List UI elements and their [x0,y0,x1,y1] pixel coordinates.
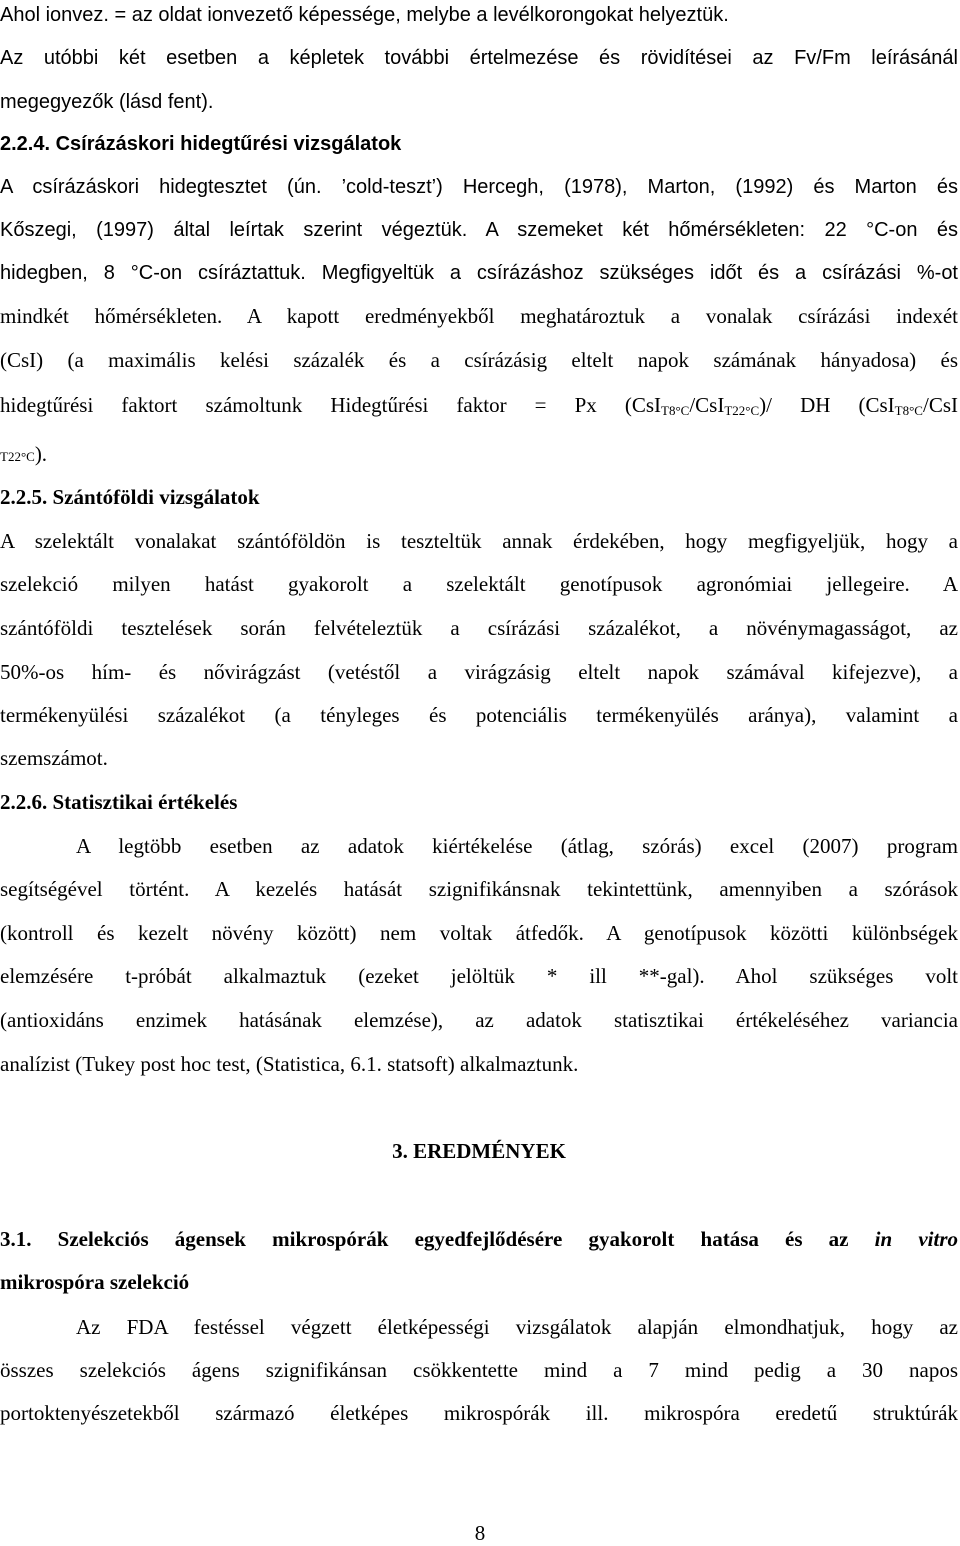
text-line: Az utóbbi két esetben a képletek további értelmezése és rövidítései az Fv/Fm leírásánál [0,47,958,69]
heading-italic: in vitro [874,1227,959,1251]
text-line: portoktenyészetekből származó életképes mikrospórák ill. mikrospóra eredetű struktúrák [0,1401,958,1425]
text-line: (CsI) (a maximális kelési százalék és a csírázásig eltelt napok számának hányadosa) és [0,348,958,372]
text-line: 50%-os hím- és nővirágzást (vetéstől a virágzásig eltelt napok számával kifejezve), a [0,660,958,684]
formula-subscript: T8°C [894,403,923,418]
section-heading [0,1226,958,1252]
page-number: 8 [474,1521,486,1545]
chapter-heading: 3. EREDMÉNYEK [392,1139,566,1163]
formula-text: ). [34,442,48,466]
formula-text: /CsI [689,393,725,417]
section-heading: 2.2.6. Statisztikai értékelés [0,790,238,814]
formula-line [0,392,958,418]
text-line: elemzésére t-próbát alkalmaztuk (ezeket jelöltük * ill **-gal). Ahol szükséges volt [0,964,958,988]
text-line: analízist (Tukey post hoc test, (Statistica, 6.1. statsoft) alkalmaztunk. [0,1052,579,1076]
text-line: (kontroll és kezelt növény között) nem voltak átfedők. A genotípusok közötti különbségek [0,921,958,945]
text-line: mindkét hőmérsékleten. A kapott eredményekből meghatároztuk a vonalak csírázási indexét [0,304,958,328]
text-line: megegyezők (lásd fent). [0,91,214,113]
text-line: Kőszegi, (1997) által leírtak szerint végeztük. A szemeket két hőmérsékleten: 22 °C-on és [0,219,958,241]
text-line: (antioxidáns enzimek hatásának elemzése), az adatok statisztikai értékeléséhez variancia [0,1008,958,1032]
text-line: szántóföldi tesztelések során felvételeztük a csírázási százalékot, a növénymagasságot, az [0,616,958,640]
text-line: szemszámot. [0,746,108,770]
formula-text: hidegtűrési faktort számoltunk Hidegtűrési faktor = Px (CsI [0,393,662,417]
formula-text: /CsI [922,393,958,417]
text-line: A legtöbb esetben az adatok kiértékelése (átlag, szórás) excel (2007) program [76,834,958,858]
section-heading: 2.2.4. Csírázáskori hidegtűrési vizsgálatok [0,133,402,155]
text-line: termékenyülési százalékot (a tényleges és potenciális termékenyülés aránya), valamint a [0,703,958,727]
formula-text: )/ DH (CsI [759,393,895,417]
text-line: szelekció milyen hatást gyakorolt a szelektált genotípusok agronómiai jellegeire. A [0,572,958,596]
text-line: összes szelekciós ágens szignifikánsan csökkentette mind a 7 mind pedig a 30 napos [0,1358,958,1382]
text-line: hidegben, 8 °C-on csíráztattuk. Megfigyeltük a csírázáshoz szükséges időt és a csírázási %-ot [0,262,958,284]
text-line: Ahol ionvez. = az oldat ionvezető képessége, melybe a levélkorongokat helyeztük. [0,4,729,26]
section-heading: 2.2.5. Szántóföldi vizsgálatok [0,485,260,509]
formula-subscript: T22°C [724,403,760,418]
formula-subscript: T22°C [0,449,35,464]
section-heading: mikrospóra szelekció [0,1270,190,1294]
text-line: A szelektált vonalakat szántóföldön is teszteltük annak érdekében, hogy megfigyeljük, hogy a [0,529,958,553]
formula-subscript: T8°C [661,403,690,418]
text-line: Az FDA festéssel végzett életképességi vizsgálatok alapján elmondhatjuk, hogy az [76,1315,958,1339]
text-line: segítségével történt. A kezelés hatását szignifikánsnak tekintettünk, amennyiben a szórások [0,877,958,901]
text-line: A csírázáskori hidegtesztet (ún. ’cold-teszt’) Hercegh, (1978), Marton, (1992) és Marton és [0,176,958,198]
formula-line [0,441,958,467]
heading-text: 3.1. Szelekciós ágensek mikrospórák egyedfejlődésére gyakorolt hatása és az [0,1227,849,1251]
